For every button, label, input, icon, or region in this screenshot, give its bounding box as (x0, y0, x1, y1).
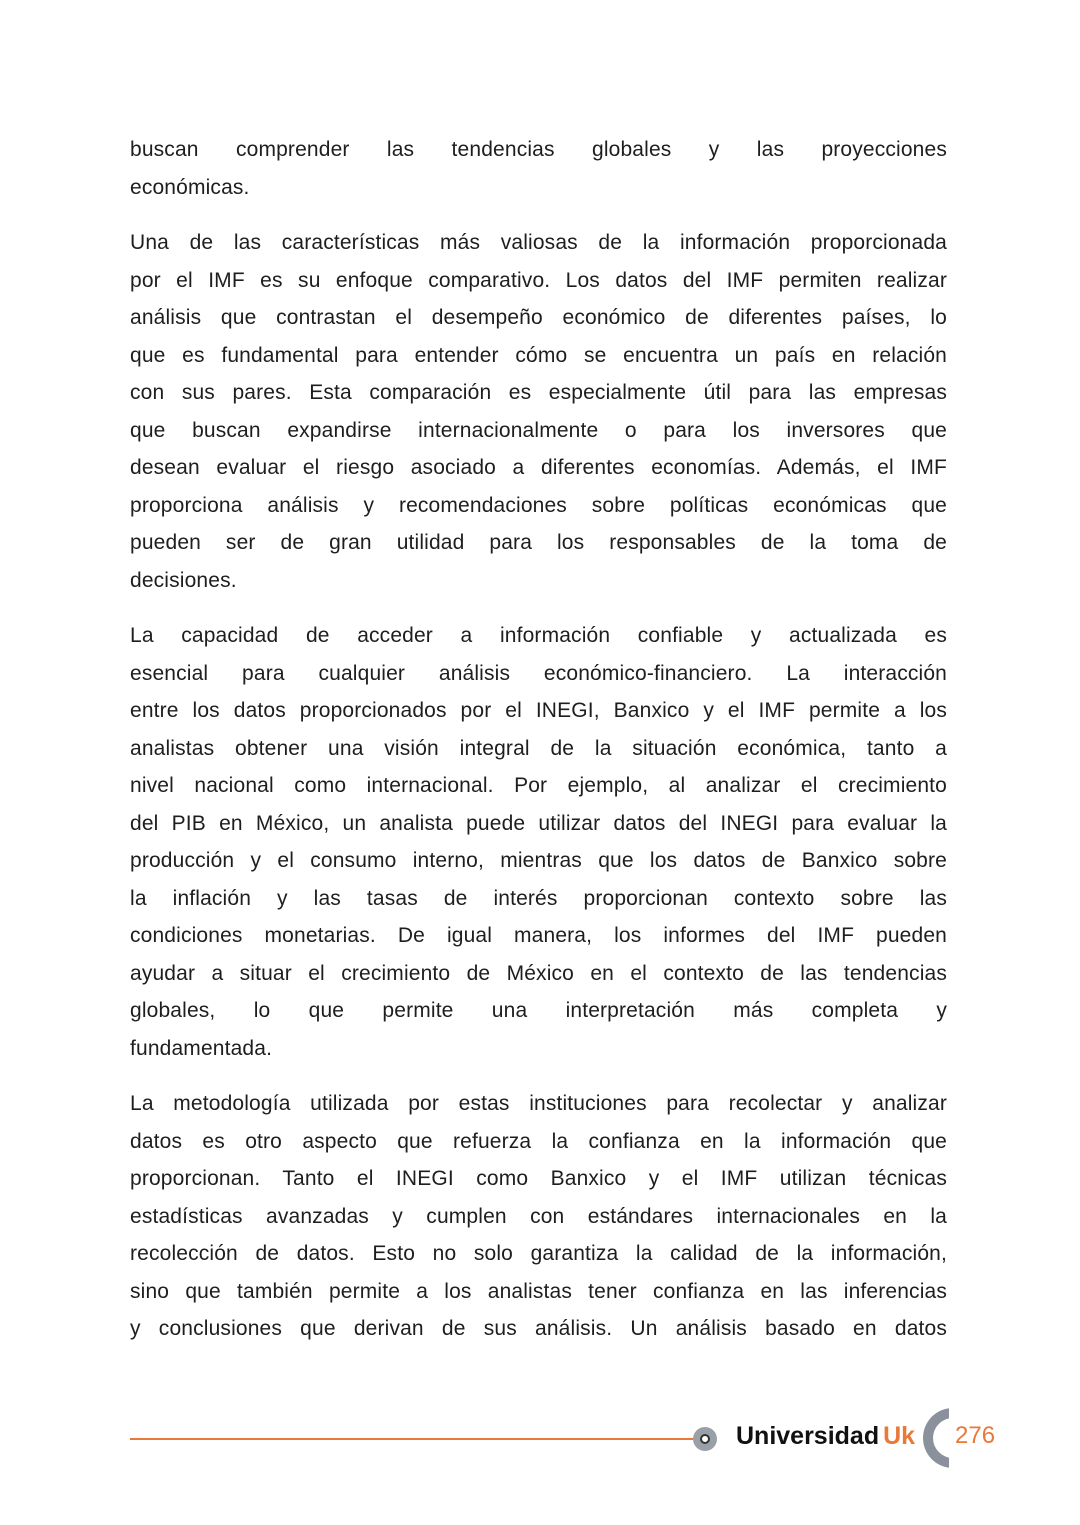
text-line: producción y el consumo interno, mientras que los datos de Banxico sobre (130, 849, 947, 872)
text-line: por el IMF es su enfoque comparativo. Los datos del IMF permiten realizar (130, 268, 947, 292)
text-line: recolección de datos. Esto no solo garantiza la calidad de la información, (130, 1242, 947, 1265)
text-line: del PIB en México, un analista puede utilizar datos del INEGI para evaluar la (130, 811, 947, 835)
text-line: proporciona análisis y recomendaciones sobre políticas económicas que (130, 493, 947, 517)
text-line: decisiones. (130, 568, 237, 592)
footer-divider (130, 1438, 695, 1440)
text-line: sino que también permite a los analistas tener confianza en las inferencias (130, 1279, 947, 1303)
text-line: estadísticas avanzadas y cumplen con estándares internacionales en la (130, 1204, 947, 1228)
text-line: La metodología utilizada por estas instituciones para recolectar y analizar (130, 1092, 947, 1115)
text-line: análisis que contrastan el desempeño económico de diferentes países, lo (130, 306, 947, 329)
text-line: nivel nacional como internacional. Por ejemplo, al analizar el crecimiento (130, 774, 947, 797)
text-line: que buscan expandirse internacionalmente o para los inversores que (130, 418, 947, 442)
text-line: ayudar a situar el crecimiento de México en el contexto de las tendencias (130, 961, 947, 985)
text-line: analistas obtener una visión integral de la situación económica, tanto a (130, 736, 947, 760)
text-line: buscan comprender las tendencias globales y las proyecciones (130, 138, 947, 161)
text-line: la inflación y las tasas de interés proporcionan contexto sobre las (130, 886, 947, 910)
text-line: fundamentada. (130, 1036, 273, 1060)
text-line: datos es otro aspecto que refuerza la confianza en la información que (130, 1129, 947, 1153)
text-line: económicas. (130, 175, 250, 199)
text-line: desean evaluar el riesgo asociado a diferentes economías. Además, el IMF (130, 456, 947, 479)
paragraph (130, 131, 947, 206)
paragraph (130, 224, 947, 599)
text-line: La capacidad de acceder a información confiable y actualizada es (130, 624, 947, 647)
paragraph (130, 1085, 947, 1348)
body-text (130, 131, 947, 1366)
text-line: globales, lo que permite una interpretación más completa y (130, 999, 947, 1022)
brand-name: Universidad (736, 1422, 880, 1450)
text-line: pueden ser de gran utilidad para los responsables de la toma de (130, 531, 947, 554)
page-number: 276 (955, 1422, 996, 1449)
text-line: esencial para cualquier análisis económico-financiero. La interacción (130, 661, 947, 685)
text-line: entre los datos proporcionados por el INEGI, Banxico y el IMF permite a los (130, 699, 947, 722)
paragraph (130, 617, 947, 1067)
text-line: condiciones monetarias. De igual manera, los informes del IMF pueden (130, 924, 947, 947)
text-line: y conclusiones que derivan de sus análisis. Un análisis basado en datos (130, 1317, 947, 1340)
text-line: con sus pares. Esta comparación es especialmente útil para las empresas (130, 381, 947, 404)
text-line: Una de las características más valiosas de la información proporcionada (130, 231, 947, 254)
text-line: proporcionan. Tanto el INEGI como Banxico y el IMF utilizan técnicas (130, 1167, 947, 1190)
circle-logo-icon (693, 1427, 717, 1451)
brand-suffix: Uk (883, 1422, 916, 1450)
text-line: que es fundamental para entender cómo se encuentra un país en relación (130, 343, 947, 367)
brand-logo (736, 1422, 915, 1451)
